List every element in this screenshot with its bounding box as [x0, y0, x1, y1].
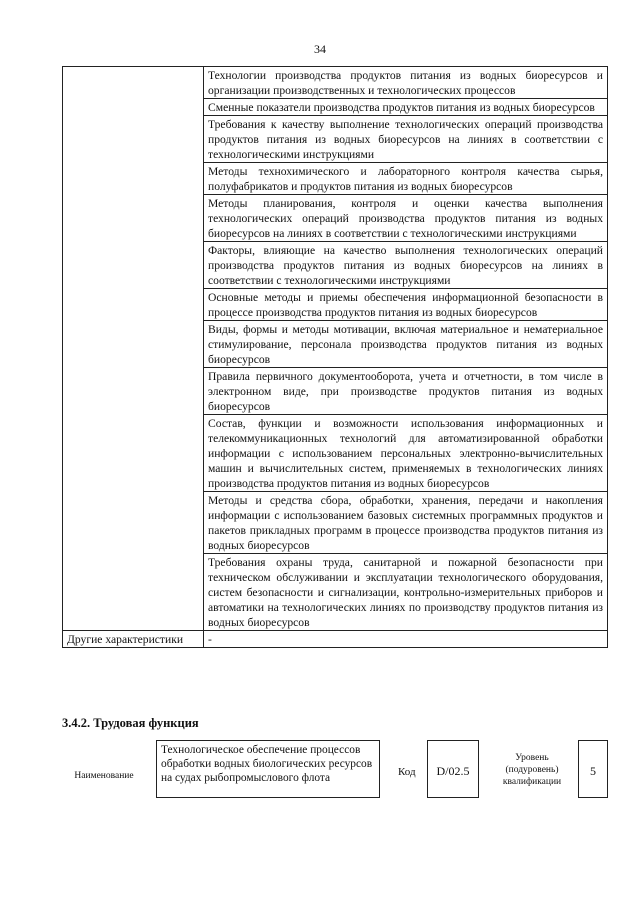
table-cell: Технологии производства продуктов питания из водных биоресурсов и организации производственных и технологических процессов: [204, 67, 608, 99]
table-cell: Факторы, влияющие на качество выполнения технологических операций производства продуктов питания из водных биоресурсов на линиях в соответствии с технологическими инструкциями: [204, 242, 608, 289]
table-cell: Методы и средства сбора, обработки, хранения, передачи и накопления информации с использованием базовых системных программных продуктов и пакетов прикладных программ в процессе производства продуктов питания из водных биоресурсов: [204, 492, 608, 554]
table-cell: Требования к качеству выполнение технологических операций производства продуктов питания из водных биоресурсов на линиях в соответствии с технологическими инструкциями: [204, 116, 608, 163]
qualification-level-label: Уровень (подуровень) квалификации: [502, 753, 562, 787]
table-row: [63, 67, 608, 99]
table-cell: Методы технохимического и лабораторного контроля качества сырья, полуфабрикатов и продуктов питания из водных биоресурсов: [204, 163, 608, 195]
table-cell: Состав, функции и возможности использования информационных и телекоммуникационных технологий для автоматизированной обработки информации с использованием персональных электронно-вычислительных машин и вычислительных систем, применяемых в технологических линиях производства продуктов питания из водных биоресурсов: [204, 415, 608, 492]
table-row-other: [63, 631, 608, 648]
requirements-table: [62, 66, 608, 648]
section-title: 3.4.2. Трудовая функция: [62, 716, 199, 730]
code-label: Код: [398, 766, 416, 778]
function-name-box: Технологическое обеспечение процессов обработки водных биологических ресурсов на судах рыбопромыслового флота: [156, 740, 380, 798]
table-cell: Основные методы и приемы обеспечения информационной безопасности в процессе производства продуктов питания из водных биоресурсов: [204, 289, 608, 321]
qualification-level-box: 5: [578, 740, 608, 798]
table-cell: Требования охраны труда, санитарной и пожарной безопасности при техническом обслуживании и эксплуатации технологического оборудования, систем безопасности и сигнализации, контрольно-измерительных приборов и автоматики на технологических линиях по производству продуктов питания из водных биоресурсов: [204, 554, 608, 631]
table-cell: Правила первичного документооборота, учета и отчетности, в том числе в электронном виде, при производстве продуктов питания из водных биоресурсов: [204, 368, 608, 415]
table-cell: Виды, формы и методы мотивации, включая материальное и нематериальное стимулирование, персонала производства продуктов питания из водных биоресурсов: [204, 321, 608, 368]
page-number: 34: [314, 42, 326, 56]
table-cell: Методы планирования, контроля и оценки качества выполнения технологических операций производства продуктов питания из водных биоресурсов на линиях в соответствии с технологическими инструкциями: [204, 195, 608, 242]
other-characteristics-value: -: [204, 631, 608, 648]
table-left-cell: [63, 67, 204, 631]
code-box: D/02.5: [427, 740, 479, 798]
table-cell: Сменные показатели производства продуктов питания из водных биоресурсов: [204, 99, 608, 116]
other-characteristics-label: Другие характеристики: [63, 631, 204, 648]
name-label: Наименование: [74, 771, 134, 781]
